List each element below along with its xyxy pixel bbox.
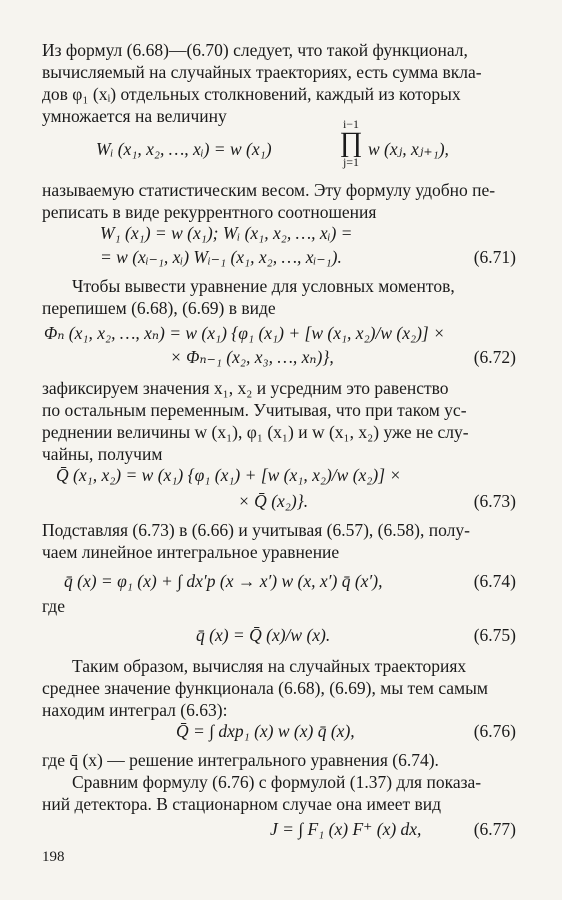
text-line: Чтобы вывести уравнение для условных моментов, [72, 276, 455, 296]
text-line: реднении величины w (x₁), φ₁ (x₁) и w (x₁, x₂) уже не слу- [42, 422, 469, 442]
text-line: среднее значение функционала (6.68), (6.69), мы тем самым [42, 678, 488, 698]
equation-number: (6.75) [473, 625, 516, 645]
text-line: Таким образом, вычисляя на случайных траекториях [72, 656, 467, 676]
text-line: реписать в виде рекуррентного соотношения [42, 202, 377, 222]
text-line: перепишем (6.68), (6.69) в виде [42, 298, 276, 318]
text-line: вычисляемый на случайных траекториях, есть сумма вкла- [42, 62, 482, 82]
equation-number: (6.72) [473, 347, 516, 367]
product-operator [338, 118, 364, 168]
equation-6-71-line2: = w (xᵢ₋₁, xᵢ) Wᵢ₋₁ (x₁, x₂, …, xᵢ₋₁). [100, 247, 342, 267]
equation-6-71-line1: W₁ (x₁) = w (x₁); Wᵢ (x₁, x₂, …, xᵢ) = [100, 223, 353, 243]
text-line: Подставляя (6.73) в (6.66) и учитывая (6.57), (6.58), полу- [42, 520, 470, 540]
equation-6-72-line1: Φₙ (x₁, x₂, …, xₙ) = w (x₁) {φ₁ (x₁) + [w (x₁, x₂)/w (x₂)] × [44, 323, 445, 343]
text-line: зафиксируем значения x₁, x₂ и усредним это равенство [42, 378, 449, 398]
equation-6-72-line2: × Φₙ₋₁ (x₂, x₃, …, xₙ)}, [170, 347, 334, 367]
product-upper-limit: i−1 [342, 117, 360, 131]
text-line: чайны, получим [42, 444, 163, 464]
equation-6-76: Q̄ = ∫ dxp₁ (x) w (x) q̄ (x), [176, 721, 355, 741]
text-line: дов φ₁ (xᵢ) отдельных столкновений, каждый из которых [42, 84, 461, 104]
text-line: Сравним формулу (6.76) с формулой (1.37) для показа- [72, 772, 482, 792]
equation-number: (6.77) [473, 819, 516, 839]
equation-6-73-line2: × Q̄ (x₂)}. [238, 491, 309, 511]
equation-number: (6.73) [473, 491, 516, 511]
text-line: где [42, 596, 65, 616]
product-lower-limit: j=1 [342, 155, 360, 169]
text-line: по остальным переменным. Учитывая, что при таком ус- [42, 400, 467, 420]
product-symbol: ∏ [339, 127, 363, 158]
equation-number: (6.76) [473, 721, 516, 741]
page-number: 198 [42, 849, 65, 865]
weight-formula-right: w (xⱼ, xⱼ₊₁), [368, 139, 449, 159]
text-line: находим интеграл (6.63): [42, 700, 228, 720]
text-line: умножается на величину [42, 106, 227, 126]
equation-number: (6.71) [473, 247, 516, 267]
equation-6-73-line1: Q̄ (x₁, x₂) = w (x₁) {φ₁ (x₁) + [w (x₁, x₂)/w (x₂)] × [56, 465, 402, 485]
equation-6-75: q̄ (x) = Q̄ (x)/w (x). [196, 625, 331, 645]
equation-6-77: J = ∫ F₁ (x) F⁺ (x) dx, [270, 819, 422, 839]
equation-6-74: q̄ (x) = φ₁ (x) + ∫ dx′p (x → x′) w (x, x′) q̄ (x′), [64, 571, 383, 591]
text-line: где q̄ (x) — решение интегрального уравнения (6.74). [42, 750, 439, 770]
weight-formula-left: Wᵢ (x₁, x₂, …, xᵢ) = w (x₁) [96, 139, 272, 159]
text-line: Из формул (6.68)—(6.70) следует, что такой функционал, [42, 40, 468, 60]
text-line: ний детектора. В стационарном случае она имеет вид [42, 794, 442, 814]
text-line: называемую статистическим весом. Эту формулу удобно пе- [42, 180, 496, 200]
equation-number: (6.74) [473, 571, 516, 591]
text-line: чаем линейное интегральное уравнение [42, 542, 340, 562]
